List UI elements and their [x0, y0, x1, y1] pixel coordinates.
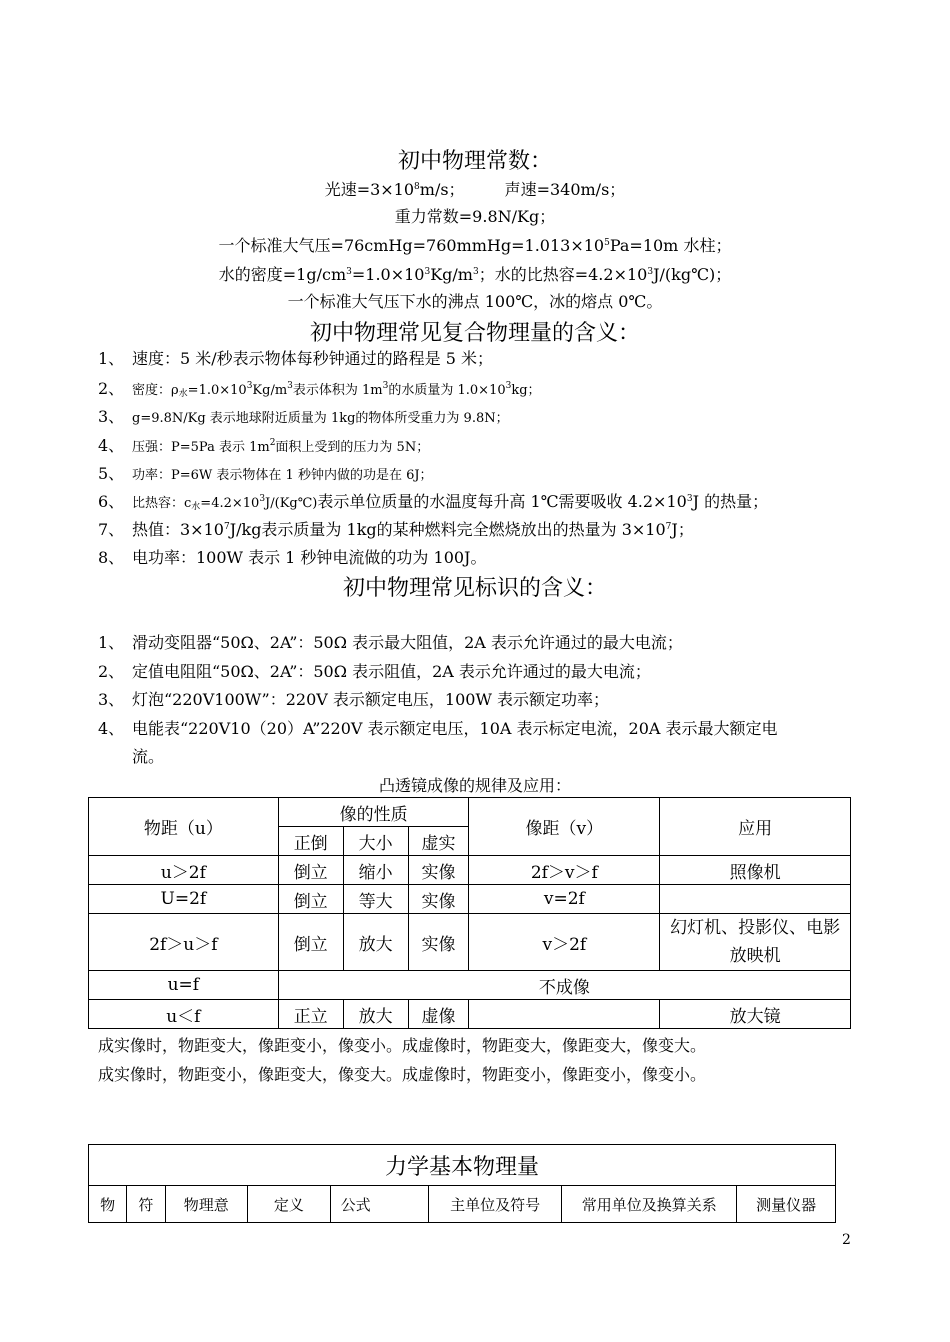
lens-note-1: 成实像时，物距变大，像距变小，像变小。成虚像时，物距变大，像距变大，像变大。: [98, 1036, 707, 1055]
constants-title: 初中物理常数：: [397, 149, 552, 174]
lens-note-2: 成实像时，物距变小，像距变大，像变大。成虚像时，物距变小，像距变小，像变小。: [98, 1065, 707, 1084]
header-real-virtual: 虚实: [408, 827, 469, 856]
marks-item: 3、 灯泡“220V100W”：220V 表示额定电压，100W 表示额定功率；: [98, 690, 609, 709]
marks-item: 4、 电能表“220V10（20）A”220V 表示额定电压，10A 表示标定电流，20A 表示最大额定电: [98, 719, 778, 738]
boiling-point: 一个标准大气压下水的沸点 100℃，冰的熔点 0℃。: [287, 292, 663, 311]
sound-speed: 声速=340m/s；: [504, 180, 626, 199]
compound-item: 4、 压强：P=5Pa 表示 $1m^2$面积上受到的压力为 5N；: [98, 436, 430, 455]
table-row: u=f 不成像: [89, 971, 851, 1000]
compound-item: 3、 g=9.8N/Kg 表示地球附近质量为 1kg的物体所受重力为 9.8N；: [98, 407, 509, 426]
table-header-row: 物 符 物理意 定义 公式 主单位及符号 常用单位及换算关系 测量仪器: [89, 1186, 836, 1223]
marks-item: 1、 滑动变阻器“50Ω、2A”：50Ω 表示最大阻值，2A 表示允许通过的最大电流；: [98, 633, 683, 652]
marks-title: 初中物理常见标识的含义：: [342, 576, 607, 601]
mechanics-title: 力学基本物理量: [89, 1145, 836, 1186]
compound-item: 8、 电功率：100W 表示 1 秒钟电流做的功为 100J。: [98, 548, 487, 567]
table-row: u＞2f 倒立 缩小 实像 2f＞v＞f 照像机: [89, 856, 851, 885]
header-orientation: 正倒: [278, 827, 343, 856]
header-image-nature: 像的性质: [278, 798, 469, 827]
table-row: 2f＞u＞f 倒立 放大 实像 v＞2f 幻灯机、投影仪、电影放映机: [89, 914, 851, 971]
lens-table: [88, 797, 851, 1029]
compound-item: 2、 密度：$\rho_水=1.0\times 10^3Kg/m^3$表示体积为 $1m^3$的水质量为 $1.0\times 10^3kg$；: [98, 379, 541, 399]
header-image-distance: 像距（v）: [469, 798, 660, 856]
marks-item: 2、 定值电阻阻“50Ω、2A”：50Ω 表示阻值，2A 表示允许通过的最大电流；: [98, 662, 651, 681]
compound-title: 初中物理常见复合物理量的含义：: [309, 321, 640, 346]
light-speed: 光速$=3\times 10^8m/s$；: [324, 180, 465, 199]
lens-caption: 凸透镜成像的规律及应用：: [378, 776, 571, 795]
atmosphere-pressure: 一个标准大气压$=76cmHg=760mmHg=1.013\times 10^5Pa=10m$ 水柱；: [218, 236, 732, 255]
marks-item-continuation: 流。: [132, 747, 165, 766]
mechanics-table: [88, 1144, 836, 1223]
header-object-distance: 物距（u）: [89, 798, 279, 856]
gravity-constant: 重力常数=9.8N/Kg；: [394, 207, 556, 226]
speed-line: [0, 177, 950, 200]
compound-item: 5、 功率：P=6W 表示物体在 1 秒钟内做的功是在 6J；: [98, 464, 433, 483]
page-number: 2: [842, 1232, 851, 1248]
table-row: u＜f 正立 放大 虚像 放大镜: [89, 1000, 851, 1029]
header-size: 大小: [343, 827, 408, 856]
compound-item: 1、 速度：5 米/秒表示物体每秒钟通过的路程是 5 米；: [98, 349, 494, 368]
water-properties: 水的密度$=1g/cm^3=1.0\times 10^3Kg/m^3$；水的比热容$=4.2\times 10^3J/(kg℃)$；: [218, 265, 732, 284]
compound-item: 6、 比热容：$c_水=4.2\times 10^3J/(Kg℃)$表示单位质量的水温度每升高 1℃需要吸收 $4.2\times 10^3J$ 的热量；: [98, 492, 769, 512]
compound-item: 7、 热值：$3\times 10^7J/kg$表示质量为 1kg的某种燃料完全燃烧放出的热量为 $3\times 10^7J$；: [98, 520, 694, 539]
header-application: 应用: [660, 798, 851, 856]
table-row: U=2f 倒立 等大 实像 v=2f: [89, 885, 851, 914]
